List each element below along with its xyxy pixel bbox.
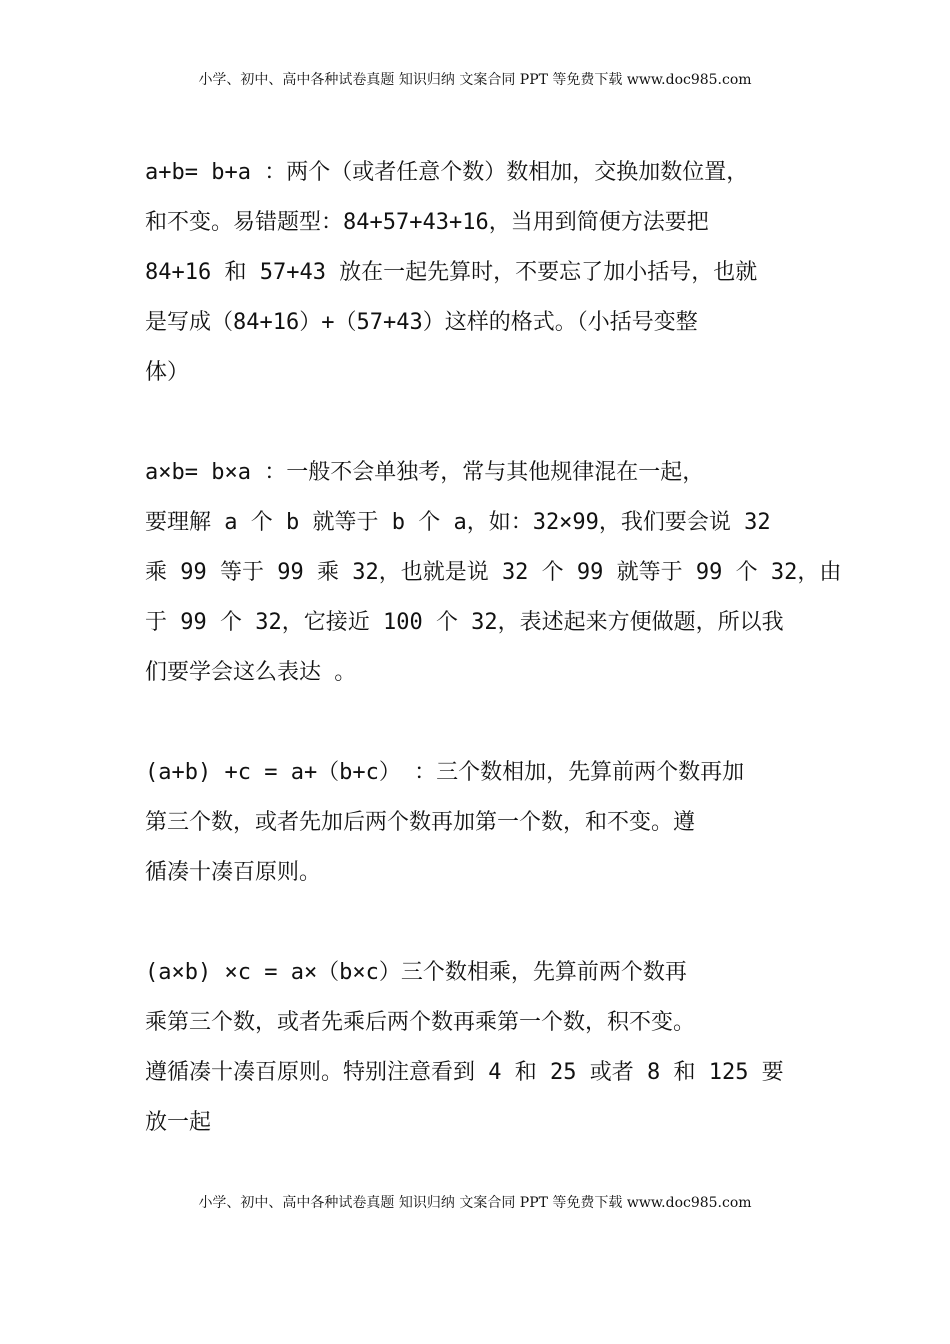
paragraph-addition-commutative	[145, 148, 815, 398]
text-line: 们要学会这么表达 。	[145, 660, 357, 685]
text-line: 第三个数，或者先加后两个数再加第一个数，和不变。遵	[145, 810, 696, 835]
paragraph-addition-associative	[145, 748, 815, 898]
text-line: 要理解 a 个 b 就等于 b 个 a，如：32×99，我们要会说 32	[145, 510, 771, 535]
paragraph-multiplication-commutative	[145, 448, 842, 698]
text-line: 放一起	[145, 1110, 212, 1135]
paragraph-multiplication-associative	[145, 948, 815, 1148]
text-line: 乘第三个数，或者先乘后两个数再乘第一个数，积不变。	[145, 1010, 696, 1035]
text-line: 于 99 个 32，它接近 100 个 32，表述起来方便做题，所以我	[145, 610, 784, 635]
page-footer: 小学、初中、高中各种试卷真题 知识归纳 文案合同 PPT 等免费下载 www.doc985.com	[198, 1195, 752, 1211]
text-line: 是写成（84+16）+（57+43）这样的格式。（小括号变整	[145, 310, 698, 335]
text-line: a+b= b+a ：两个（或者任意个数）数相加，交换加数位置，	[145, 160, 749, 185]
text-line: 遵循凑十凑百原则。特别注意看到 4 和 25 或者 8 和 125 要	[145, 1060, 784, 1085]
text-line: 乘 99 等于 99 乘 32，也就是说 32 个 99 就等于 99 个 32，由	[145, 560, 842, 585]
text-line: 和不变。易错题型：84+57+43+16，当用到简便方法要把	[145, 210, 709, 235]
text-line: (a×b) ×c = a×（b×c）三个数相乘，先算前两个数再	[145, 960, 687, 985]
text-line: 体）	[145, 360, 190, 385]
text-line: a×b= b×a ：一般不会单独考，常与其他规律混在一起，	[145, 460, 705, 485]
text-line: (a+b) +c = a+（b+c） ：三个数相加，先算前两个数再加	[145, 760, 745, 785]
text-line: 循凑十凑百原则。	[145, 860, 322, 885]
text-line: 84+16 和 57+43 放在一起先算时，不要忘了加小括号，也就	[145, 260, 758, 285]
document-body	[145, 148, 842, 1198]
page-header: 小学、初中、高中各种试卷真题 知识归纳 文案合同 PPT 等免费下载 www.doc985.com	[198, 72, 752, 88]
